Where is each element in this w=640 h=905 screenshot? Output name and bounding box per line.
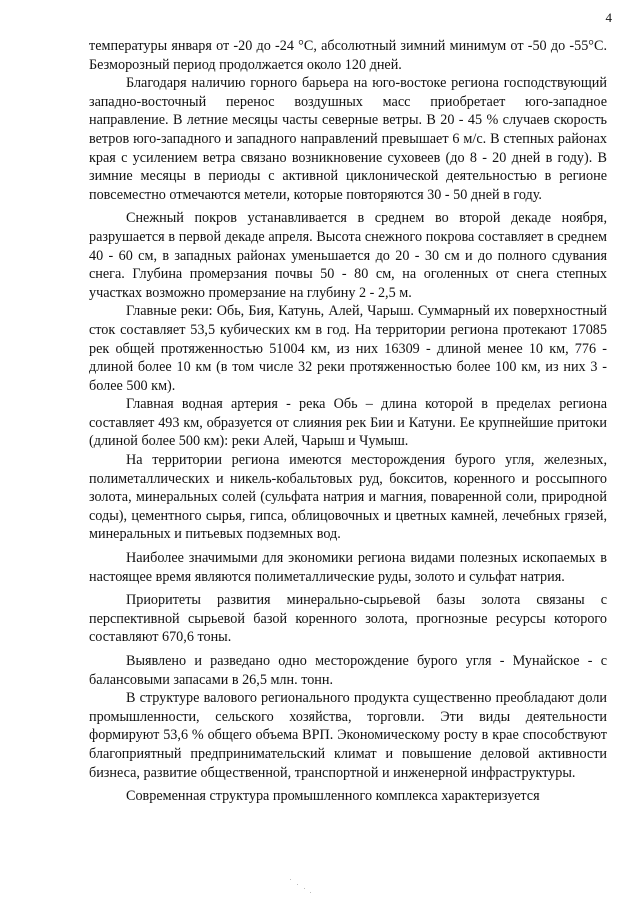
paragraph-climate-temperature: температуры января от -20 до -24 °С, абсолютный зимний минимум от -50 до -55°С. Безморозный период продолжается около 120 дней. (89, 38, 607, 73)
paragraph-snow-cover: Снежный покров устанавливается в среднем во второй декаде ноября, разрушается в первой декаде апреля. Высота снежного покрова составляет в среднем 40 - 60 см, в западных районах уменьшается до 20 - 30 см и до полного сдувания снега. Глубина промерзания почвы 50 - 80 см, на оголенных от снега степных участках возможно промерзание на глубину 2 - 2,5 м. (89, 210, 607, 301)
page-number: 4 (605, 10, 612, 25)
paragraph-key-minerals: Наиболее значимыми для экономики региона видами полезных ископаемых в настоящее время являются полиметаллические руды, золото и сульфат натрия. (89, 550, 607, 585)
paragraph-mineral-deposits: На территории региона имеются месторождения бурого угля, железных, полиметаллических и никель-кобальтовых руд, бокситов, коренного и россыпного золота, минеральных солей (сульфата натрия и магния, поваренной соли, природной соды), цементного сырья, гипса, облицовочных и цветных камней, лечебных грязей, минеральных и питьевых подземных вод. (89, 452, 607, 543)
paragraph-gold-priorities: Приоритеты развития минерально-сырьевой базы золота связаны с перспективной сырьевой базой коренного золота, прогнозные ресурсы которого составляют 670,6 тоны. (89, 592, 607, 646)
paragraph-rivers: Главные реки: Обь, Бия, Катунь, Алей, Чарыш. Суммарный их поверхностный сток составляет 53,5 кубических км в год. На территории региона протекают 17085 рек общей протяженностью 51004 км, из них 16309 - длиной менее 10 км, 776 - длиной более 10 км (в том числе 32 реки протяженностью более 100 км, из них 3 - более 500 км). (89, 303, 607, 394)
paragraph-coal-deposit: Выявлено и разведано одно месторождение бурого угля - Мунайское - с балансовыми запасами в 26,5 млн. тонн. (89, 653, 607, 688)
paragraph-industrial-structure: Современная структура промышленного комплекса характеризуется (126, 788, 540, 805)
paragraph-ob-river: Главная водная артерия - река Обь – длина которой в пределах региона составляет 493 км, образуется от слияния рек Бии и Катуни. Ее крупнейшие притоки (длиной более 500 км): реки Алей, Чарыш и Чумыш. (89, 396, 607, 450)
paragraph-grp-structure: В структуре валового регионального продукта существенно преобладают доли промышленности, сельского хозяйства, торговли. Эти виды деятельности формируют 53,6 % общего объема ВРП. Экономическому росту в крае способствуют благоприятный предпринимательский климат и повышение деловой активности бизнеса, развитие общественной, транспортной и инженерной инфраструктуры. (89, 690, 607, 781)
scan-artifact-dots (288, 876, 318, 896)
paragraph-winds: Благодаря наличию горного барьера на юго-востоке региона господствующий западно-восточный перенос воздушных масс приобретает юго-западное направление. В летние месяцы часты северные ветры. В 20 - 45 % случаев скорость ветров юго-западного и западного направлений превышает 6 м/с. В степных районах края с усилением ветра связано возникновение суховеев (до 8 - 20 дней в году). В зимние месяцы в периоды с активной циклонической деятельностью в регионе повсеместно отмечаются метели, которые повторяются 30 - 50 дней в году. (89, 75, 607, 203)
body-text (89, 37, 607, 806)
